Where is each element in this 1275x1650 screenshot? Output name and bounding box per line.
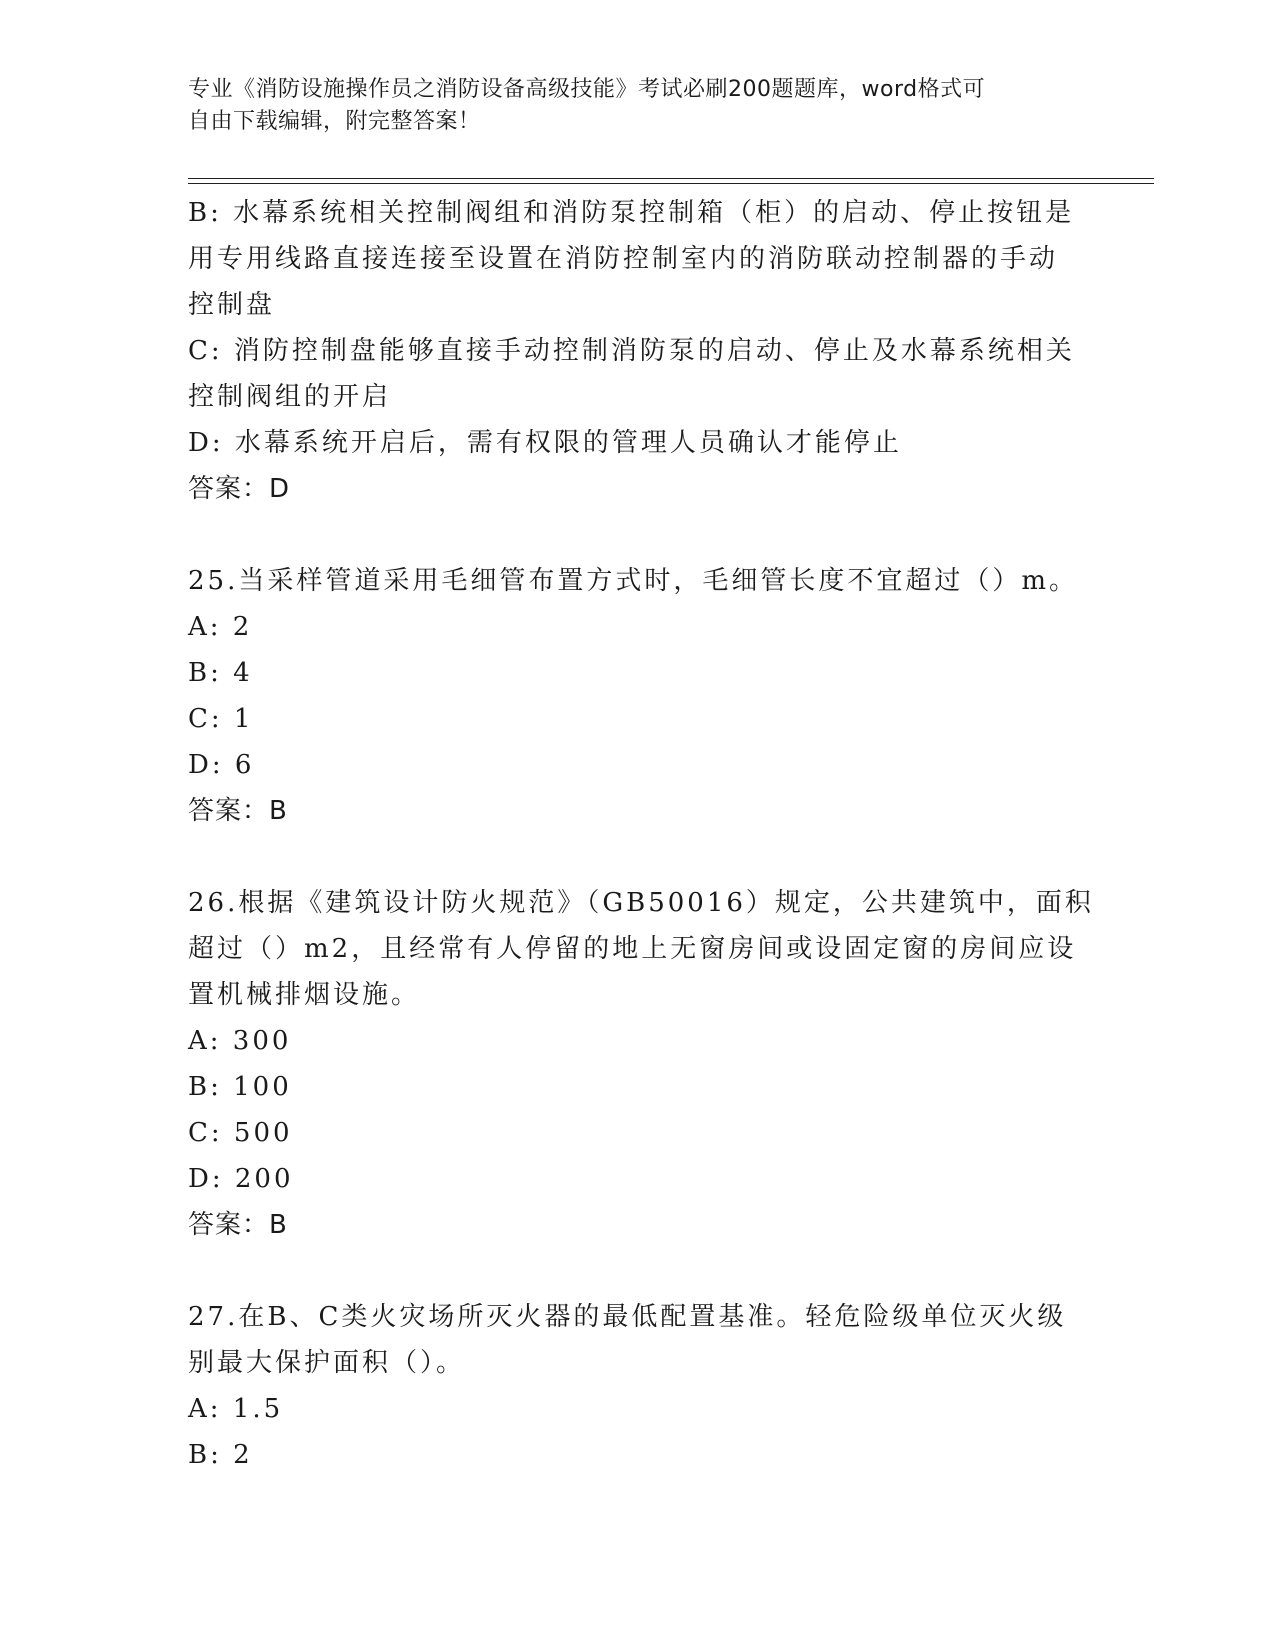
- option-a: A: 300: [188, 1026, 292, 1056]
- option-a: A: 1.5: [188, 1394, 284, 1424]
- option-d: D: 水幕系统开启后，需有权限的管理人员确认才能停止: [188, 428, 902, 458]
- option-c-line-2: 控制阀组的开启: [188, 382, 392, 412]
- document-header: [188, 74, 1068, 138]
- header-line-1: 专业《消防设施操作员之消防设备高级技能》考试必刷200题题库，word格式可: [188, 77, 986, 102]
- question-stem-line-3: 置机械排烟设施。: [188, 980, 421, 1010]
- option-b: B: 2: [188, 1440, 253, 1470]
- spacer: [188, 512, 1088, 558]
- question-stem: 25.当采样管道采用毛细管布置方式时，毛细管长度不宜超过（）m。: [188, 566, 1079, 596]
- option-d: D: 200: [188, 1164, 294, 1194]
- option-b-line-2: 用专用线路直接连接至设置在消防控制室内的消防联动控制器的手动: [188, 244, 1059, 274]
- option-c: C: 1: [188, 704, 254, 734]
- option-b-line-1: B: 水幕系统相关控制阀组和消防泵控制箱（柜）的启动、停止按钮是: [188, 198, 1075, 228]
- question-stem-line-1: 26.根据《建筑设计防火规范》（GB50016）规定，公共建筑中，面积: [188, 888, 1094, 918]
- question-26: [188, 880, 1094, 1248]
- option-c-line-1: C: 消防控制盘能够直接手动控制消防泵的启动、停止及水幕系统相关: [188, 336, 1075, 366]
- option-b: B: 100: [188, 1072, 292, 1102]
- answer: 答案：B: [188, 1210, 288, 1240]
- question-stem-line-1: 27.在B、C类火灾场所灭火器的最低配置基准。轻危险级单位灭火级: [188, 1302, 1067, 1332]
- spacer: [188, 1248, 1088, 1294]
- header-divider-top: [188, 178, 1154, 179]
- question-stem-line-2: 超过（）m2，且经常有人停留的地上无窗房间或设固定窗的房间应设: [188, 934, 1077, 964]
- question-25: [188, 558, 1088, 834]
- option-b: B: 4: [188, 658, 253, 688]
- answer: 答案：B: [188, 796, 288, 826]
- option-d: D: 6: [188, 750, 255, 780]
- spacer: [188, 834, 1088, 880]
- previous-question: [188, 190, 1088, 512]
- option-b-line-3: 控制盘: [188, 290, 276, 320]
- question-27: [188, 1294, 1088, 1478]
- option-a: A: 2: [188, 612, 253, 642]
- option-c: C: 500: [188, 1118, 293, 1148]
- answer: 答案：D: [188, 474, 291, 504]
- header-line-2: 自由下载编辑，附完整答案！: [188, 109, 481, 134]
- header-divider-bottom: [188, 183, 1154, 184]
- question-stem-line-2: 别最大保护面积（）。: [188, 1348, 466, 1378]
- question-content: [188, 190, 1094, 1478]
